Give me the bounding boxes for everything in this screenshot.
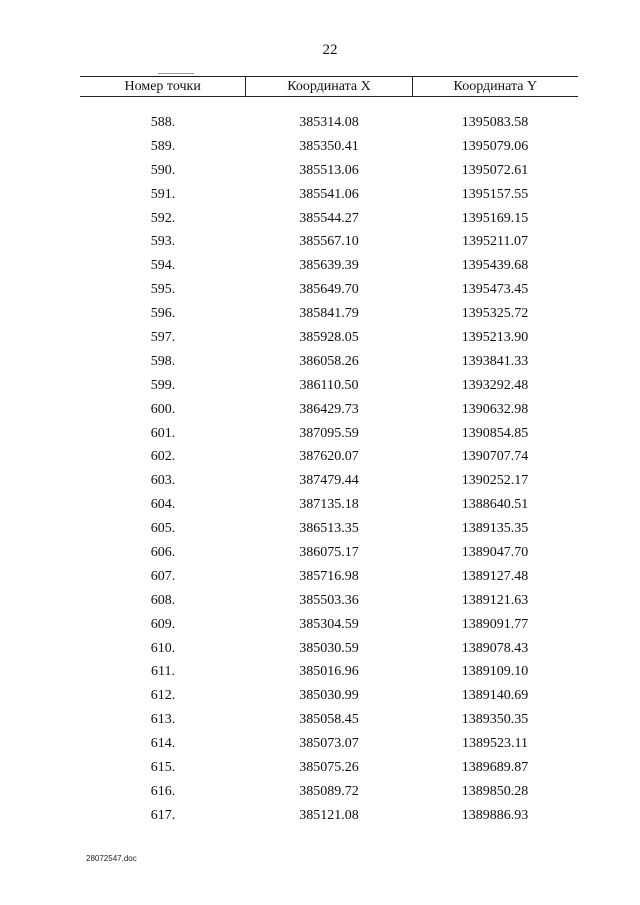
coordinate-x-cell: 385058.45 xyxy=(299,712,359,728)
point-number-cell: 598. xyxy=(150,353,176,369)
table-row xyxy=(80,159,578,183)
scan-artifact-line xyxy=(158,73,194,74)
table-header xyxy=(80,76,578,97)
coordinate-y-cell: 1389523.11 xyxy=(462,736,528,752)
coordinate-y-cell: 1390252.17 xyxy=(461,473,529,489)
coordinate-x-cell: 385314.08 xyxy=(299,115,359,130)
table-row xyxy=(80,302,578,326)
coordinate-x-cell: 386110.50 xyxy=(299,377,359,393)
coordinate-y-cell: 1389127.48 xyxy=(461,568,529,584)
table-row xyxy=(80,780,578,804)
point-number-cell: 603. xyxy=(150,473,176,489)
table-row xyxy=(80,374,578,398)
table-row xyxy=(80,708,578,732)
point-number-cell: 601. xyxy=(150,425,176,441)
coordinate-x-cell: 386075.17 xyxy=(299,545,359,561)
table-row xyxy=(80,565,578,589)
coordinate-x-cell: 385544.27 xyxy=(299,210,359,226)
point-number-cell: 596. xyxy=(150,306,176,322)
coordinate-x-cell: 385121.08 xyxy=(299,807,359,823)
point-number-cell: 600. xyxy=(150,401,176,417)
coordinate-y-cell: 1395325.72 xyxy=(461,306,529,322)
coordinate-x-cell: 385030.99 xyxy=(299,688,359,704)
coordinate-x-cell: 385716.98 xyxy=(299,568,359,584)
point-number-cell: 597. xyxy=(150,330,176,346)
table-row xyxy=(80,254,578,278)
point-number-cell: 612. xyxy=(150,688,176,704)
footer-filename: 28072547.doc xyxy=(86,854,137,863)
table-row xyxy=(80,207,578,231)
point-number-cell: 604. xyxy=(150,497,176,513)
coordinate-x-cell: 386429.73 xyxy=(299,401,359,417)
point-number-cell: 615. xyxy=(150,760,176,776)
coordinate-y-cell: 1389047.70 xyxy=(461,545,529,561)
coordinate-x-cell: 386058.26 xyxy=(299,353,359,369)
point-number-cell: 614. xyxy=(150,736,176,752)
coordinate-y-cell: 1389350.35 xyxy=(461,712,529,728)
coordinate-y-cell: 1389078.43 xyxy=(461,640,529,656)
table-row xyxy=(80,111,578,135)
coordinate-x-cell: 385016.96 xyxy=(299,664,359,680)
coordinate-x-cell: 385928.05 xyxy=(299,330,359,346)
page-number: 22 xyxy=(322,42,338,58)
point-number-cell: 595. xyxy=(150,282,176,298)
table-row xyxy=(80,517,578,541)
coordinate-x-cell: 385541.06 xyxy=(299,186,359,202)
coordinate-y-cell: 1395473.45 xyxy=(461,282,529,298)
coordinate-x-cell: 385513.06 xyxy=(299,162,359,178)
coordinate-x-cell: 387620.07 xyxy=(299,449,359,465)
point-number-cell: 608. xyxy=(150,592,176,608)
coordinate-x-cell: 387479.44 xyxy=(299,473,359,489)
table-row xyxy=(80,350,578,374)
point-number-cell: 610. xyxy=(150,640,176,656)
coordinate-y-cell: 1395211.07 xyxy=(462,234,528,250)
point-number-cell: 594. xyxy=(150,258,176,274)
point-number-cell: 607. xyxy=(150,568,176,584)
point-number-cell: 592. xyxy=(150,210,176,226)
table-row xyxy=(80,637,578,661)
coordinate-x-cell: 385639.39 xyxy=(299,258,359,274)
coordinate-y-cell: 1389140.69 xyxy=(461,688,529,704)
coordinate-y-cell: 1389135.35 xyxy=(461,521,529,537)
coordinate-x-cell: 385073.07 xyxy=(299,736,359,752)
table-row xyxy=(80,183,578,207)
table-row xyxy=(80,278,578,302)
column-header-coordinate-x: Координата X xyxy=(246,77,412,96)
point-number-cell: 616. xyxy=(150,783,176,799)
point-number-cell: 613. xyxy=(150,712,176,728)
coordinate-y-cell: 1395083.58 xyxy=(461,115,529,130)
coordinate-y-cell: 1395169.15 xyxy=(461,210,529,226)
coordinate-y-cell: 1389091.77 xyxy=(461,616,529,632)
coordinate-y-cell: 1390707.74 xyxy=(461,449,529,465)
table-row xyxy=(80,804,578,828)
table-row xyxy=(80,422,578,446)
table-row xyxy=(80,135,578,159)
coordinate-y-cell: 1390854.85 xyxy=(461,425,529,441)
point-number-cell: 590. xyxy=(150,162,176,178)
point-number-cell: 588. xyxy=(150,115,176,130)
point-number-cell: 602. xyxy=(150,449,176,465)
coordinate-y-cell: 1388640.51 xyxy=(461,497,529,513)
point-number-cell: 591. xyxy=(150,186,176,202)
table-row xyxy=(80,469,578,493)
point-number-cell: 609. xyxy=(150,616,176,632)
coordinate-y-cell: 1389689.87 xyxy=(461,760,529,776)
coordinate-y-cell: 1395157.55 xyxy=(461,186,529,202)
table-row xyxy=(80,398,578,422)
coordinate-y-cell: 1395213.90 xyxy=(461,330,529,346)
column-header-point-number: Номер точки xyxy=(80,77,246,96)
table-row xyxy=(80,493,578,517)
table-row xyxy=(80,684,578,708)
coordinate-x-cell: 385649.70 xyxy=(299,282,359,298)
coordinate-y-cell: 1389109.10 xyxy=(461,664,529,680)
table-row xyxy=(80,756,578,780)
coordinate-y-cell: 1393292.48 xyxy=(461,377,529,393)
table-row xyxy=(80,589,578,613)
coordinate-x-cell: 385503.36 xyxy=(299,592,359,608)
point-number-cell: 611. xyxy=(151,664,175,680)
coordinate-y-cell: 1395072.61 xyxy=(461,162,529,178)
coordinate-x-cell: 385841.79 xyxy=(299,306,359,322)
table-row xyxy=(80,660,578,684)
point-number-cell: 593. xyxy=(150,234,176,250)
point-number-cell: 605. xyxy=(150,521,176,537)
table-row xyxy=(80,541,578,565)
coordinate-x-cell: 385089.72 xyxy=(299,783,359,799)
coordinate-y-cell: 1389886.93 xyxy=(461,807,529,823)
coordinate-y-cell: 1390632.98 xyxy=(461,401,529,417)
coordinate-x-cell: 385350.41 xyxy=(299,138,359,154)
table-row xyxy=(80,445,578,469)
coordinate-x-cell: 385030.59 xyxy=(299,640,359,656)
coordinate-y-cell: 1389850.28 xyxy=(461,783,529,799)
coordinate-x-cell: 387135.18 xyxy=(299,497,359,513)
table-row xyxy=(80,326,578,350)
coordinate-x-cell: 385567.10 xyxy=(299,234,359,250)
coordinate-y-cell: 1395079.06 xyxy=(461,138,529,154)
table-row xyxy=(80,732,578,756)
column-header-coordinate-y: Координата Y xyxy=(453,79,538,94)
coordinate-y-cell: 1395439.68 xyxy=(461,258,529,274)
coordinate-x-cell: 385075.26 xyxy=(299,760,359,776)
coordinate-x-cell: 385304.59 xyxy=(299,616,359,632)
coordinate-x-cell: 386513.35 xyxy=(299,521,359,537)
coordinates-table-body xyxy=(80,111,578,828)
coordinate-x-cell: 387095.59 xyxy=(299,425,359,441)
point-number-cell: 617. xyxy=(150,807,176,823)
point-number-cell: 589. xyxy=(150,138,176,154)
coordinate-y-cell: 1393841.33 xyxy=(461,353,529,369)
point-number-cell: 599. xyxy=(150,377,176,393)
table-row xyxy=(80,230,578,254)
coordinate-y-cell: 1389121.63 xyxy=(461,592,529,608)
point-number-cell: 606. xyxy=(150,545,176,561)
table-row xyxy=(80,613,578,637)
